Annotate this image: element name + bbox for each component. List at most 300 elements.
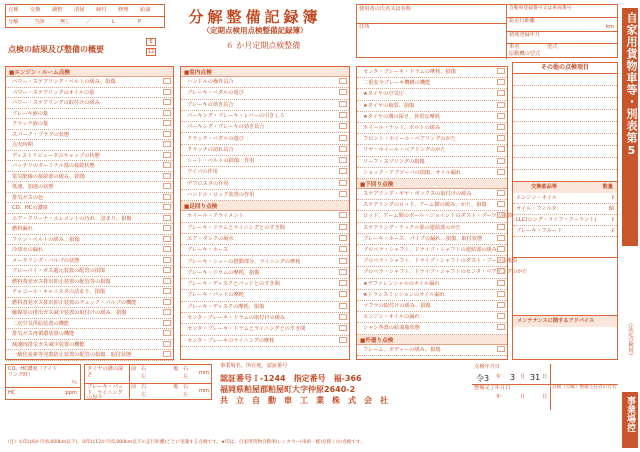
checklist-item-label: ロッド、アーム類のボール・ジョイントのダスト・ブーツの亀裂 [363, 213, 513, 220]
check-mark-box[interactable] [339, 246, 347, 252]
checklist-row [357, 189, 507, 200]
cert-number: 認証番号Ｉ-1244 指定番号 福-366 [220, 374, 362, 383]
checklist-row [181, 234, 349, 245]
checklist-item-label: リヤ・ホイール・ベアリングのがた [363, 147, 446, 154]
section-header [357, 179, 507, 189]
section-header [181, 67, 349, 77]
checklist-row [357, 168, 507, 179]
checklist-row [357, 101, 507, 112]
section-label: ■室内点検 [184, 70, 212, 76]
checklist-item-label: ブレーキ・パッドの摩耗 [187, 292, 244, 299]
reg-number-label: 自動車登録番号又は車両番号 [509, 6, 572, 11]
parts-row [513, 226, 617, 237]
checklist-row [181, 134, 349, 145]
checklist-item-label: 燃料漏れ [12, 226, 33, 232]
writing-line[interactable] [513, 133, 617, 134]
checklist-item-label: ★タイヤの亀裂、損傷 [363, 102, 415, 109]
check-mark-box[interactable] [163, 120, 171, 126]
checklist-item-label: CO、HCの濃度 [12, 205, 48, 211]
checklist-row [357, 78, 507, 89]
advice-heading: メンテナンスに関するアドバイス [517, 318, 595, 324]
side-label: 右 [141, 366, 147, 372]
check-mark-box[interactable] [497, 169, 505, 175]
checklist-row [6, 266, 173, 277]
checklist-item-label: 燃料蒸発ガス排出抑止装置のチェック・バルブの機能 [12, 299, 137, 306]
check-mark-box[interactable] [339, 168, 347, 174]
checklist-item-label: センタ・ブレーキ・ドラムとライニングとのすき間 [187, 326, 306, 333]
vehicle-name-label: 車名 [509, 44, 520, 50]
check-mark-box[interactable] [339, 303, 347, 309]
check-mark-box[interactable] [163, 246, 171, 252]
checklist-row [357, 223, 507, 234]
business-label: 事業場名、所在地、認証番号 [220, 363, 288, 369]
writing-line[interactable] [513, 85, 617, 86]
other-items-heading: その他の点検項目 [540, 64, 589, 71]
checklist-item-label: ステアリング・ナックル部の連結部のがた [363, 224, 461, 231]
section-label: ■外廻り点検 [360, 337, 394, 344]
checklist-row [181, 279, 349, 290]
writing-line[interactable] [513, 121, 617, 122]
check-mark-box[interactable] [339, 269, 347, 275]
sidebar-title: 自家用貨物車等・別表第5 [625, 12, 638, 158]
checklist-row [181, 156, 349, 167]
checklist-row [181, 211, 349, 222]
checklist-item-label: ホイール・アライメント [187, 213, 244, 220]
day-char-2: 日 [542, 394, 548, 400]
checklist-row [6, 140, 173, 151]
mileage-label: 総走行距離 [509, 18, 535, 24]
checklist-row [181, 190, 349, 201]
parts-row [513, 215, 617, 226]
checklist-row [6, 214, 173, 225]
legend-symbol: 当該 [34, 19, 45, 25]
checklist-row [357, 256, 518, 267]
check-mark-box[interactable] [339, 280, 347, 286]
side-label: 左 [183, 374, 189, 380]
checklist-row [357, 234, 507, 245]
page-subtitle: （定期点検用点検整備記録簿） [202, 26, 308, 35]
check-mark-box[interactable] [497, 113, 505, 119]
checklist-row [357, 145, 507, 156]
business-address: 福岡県粕屋郡粕屋町大字仲原2640-2 [220, 385, 356, 394]
check-mark-box[interactable] [163, 173, 171, 179]
legend-header: 交換 [30, 7, 41, 13]
check-mark-box[interactable] [339, 78, 347, 84]
checklist-item-label: ホイール・ナット、ボルトの緩み [363, 125, 441, 131]
check-mark-box[interactable] [497, 324, 505, 330]
checklist-item-label: パワー・ステアリングの取付けの緩み [12, 100, 100, 106]
section-label: ■足回り点検 [184, 204, 218, 211]
checklist-item-label: スパーク・プラグの状態 [12, 131, 70, 138]
checklist-item-label: ブレーキ・ペダルの遊び [187, 90, 244, 97]
position-label: 前 [131, 384, 137, 390]
checklist-row [6, 98, 173, 109]
checklist-item-label: 二重安全ブレーキ機構の機能 [363, 80, 431, 87]
checklist-item-label: エア・タンクの凝水 [187, 235, 234, 242]
checklist-row [6, 193, 173, 204]
checklist-item-label: 排気ガスの色 [12, 194, 44, 201]
section-header [357, 335, 507, 345]
engine-room-section-header: ■エンジン・ルーム点検 [6, 67, 173, 77]
checklist-row [357, 67, 507, 78]
tire-depth-label: タイヤの溝の深さ [87, 366, 124, 378]
checklist-row [181, 111, 349, 122]
checklist-row [6, 109, 173, 120]
writing-line[interactable] [513, 157, 617, 158]
checklist-item-label: センタ・ブレーキ・ドラムの摩耗、損傷 [363, 69, 456, 75]
check-mark-box[interactable] [497, 235, 505, 241]
mileage-unit: km [605, 24, 614, 30]
quantity-heading: 数量 [602, 184, 613, 190]
checklist-row [357, 123, 507, 134]
checklist-row [181, 257, 349, 268]
check-mark-box[interactable] [339, 180, 347, 186]
check-mark-box[interactable] [163, 225, 171, 231]
check-mark-box[interactable] [163, 204, 171, 210]
legend-table [5, 4, 165, 28]
check-mark-box[interactable] [339, 212, 347, 218]
check-mark-box[interactable] [497, 190, 505, 196]
checklist-item-label: エンジン・オイルの漏れ [363, 314, 420, 321]
checklist-item-label: 触媒等の排出ガス減少装置の取付けの緩み、損傷 [12, 310, 127, 316]
checklist-item-label: パワー・ステアリングのオイルの量 [12, 89, 95, 96]
checklist-item-label: ブレーキ・ドラムとライニングとのすき間 [187, 224, 285, 231]
check-mark-box[interactable] [339, 325, 347, 331]
legend-header: 修理 [118, 7, 129, 13]
interval-box-6[interactable]: 6 [146, 38, 156, 46]
check-mark-box[interactable] [163, 267, 171, 273]
check-mark-box[interactable] [497, 302, 505, 308]
part-unit: 個 [608, 206, 614, 212]
check-mark-box[interactable] [497, 212, 505, 218]
checklist-item-label: クラッチ液の量 [12, 121, 49, 127]
check-mark-box[interactable] [339, 112, 347, 118]
check-mark-box[interactable] [163, 320, 171, 326]
check-mark-box[interactable] [497, 146, 505, 152]
check-mark-box[interactable] [497, 291, 505, 297]
checklist-row [181, 324, 349, 335]
part-name: オイル・フィルタ [516, 206, 557, 212]
checklist-row [357, 200, 507, 211]
checklist-row [6, 235, 173, 246]
chassis-column [356, 66, 528, 360]
checklist-item-label: 冷却水の漏れ [12, 247, 44, 253]
check-mark-box[interactable] [163, 162, 171, 168]
checklist-row [6, 130, 173, 141]
side-label: 右 [183, 366, 189, 372]
check-mark-box[interactable] [497, 135, 505, 141]
checklist-item-label: ファン・ベルトの緩み、損傷 [12, 236, 80, 243]
checklist-row [357, 112, 507, 123]
side-label: 右 [141, 384, 147, 390]
checklist-item-label: ブレーキ・ホース、パイプの漏れ、損傷、取付状態 [363, 235, 483, 242]
checklist-item-label: メータリング・バルブの状態 [12, 257, 80, 264]
checklist-item-label: シート・ベルトの損傷、作用 [187, 158, 255, 165]
checklist-row [357, 312, 507, 323]
checklist-row [6, 161, 173, 172]
interval-box-12[interactable]: 12 [147, 49, 155, 55]
check-mark-box[interactable] [163, 141, 171, 147]
position-label: 後 [173, 384, 179, 390]
co-unit: ％ [71, 380, 77, 386]
check-mark-box[interactable] [339, 191, 347, 197]
checklist-row [181, 268, 349, 279]
checklist-row [357, 345, 507, 356]
parts-row [513, 193, 617, 204]
check-mark-box[interactable] [163, 236, 171, 242]
parts-row [513, 204, 617, 215]
checklist-item-label: ステアリング・ギヤ・ボックスの取付けの緩み [363, 191, 472, 197]
checklist-row [6, 319, 173, 330]
inspection-era: 令3 [476, 374, 490, 383]
checklist-item-label: 電気配線の接続部の緩み、損傷 [12, 173, 85, 180]
checklist-row [357, 211, 513, 222]
engine-room-column [5, 66, 174, 360]
inspection-plan: ６ か月定期点検整備 [225, 41, 301, 50]
checklist-row [181, 167, 349, 178]
check-mark-box[interactable] [163, 89, 171, 95]
checklist-item-label: 低速、加速の状態 [12, 184, 54, 190]
check-mark-box[interactable] [163, 78, 171, 84]
check-mark-box[interactable] [163, 309, 171, 315]
month-char-1: 月 [520, 374, 526, 380]
checklist-row [181, 223, 349, 234]
check-mark-box[interactable] [163, 152, 171, 158]
legend-header: 点検 [8, 7, 19, 13]
check-mark-box[interactable] [163, 341, 171, 347]
legend-symbol: P [138, 19, 142, 25]
checklist-row [357, 301, 507, 312]
other-items-column [512, 62, 618, 360]
checklist-row [181, 145, 349, 156]
check-mark-box[interactable] [497, 224, 505, 230]
check-mark-box[interactable] [163, 215, 171, 221]
checklist-row [6, 277, 173, 288]
inspector-label: 点検（分解）整備主任者の氏名 [552, 385, 617, 390]
checklist-row [181, 77, 349, 88]
check-mark-box[interactable] [497, 102, 505, 108]
check-mark-box[interactable] [497, 124, 505, 130]
check-mark-box[interactable] [497, 246, 505, 252]
check-mark-box[interactable] [497, 201, 505, 207]
checklist-item-label: センタ・ブレーキ・ドラムの取付けの緩み [187, 315, 286, 321]
check-mark-box[interactable] [497, 79, 505, 85]
check-mark-box[interactable] [339, 235, 347, 241]
checklist-item-label: センタ・ブレーキのライニングの摩耗 [187, 337, 275, 344]
checklist-item-label: ブレーキ・ホース [187, 247, 229, 254]
check-mark-box[interactable] [163, 131, 171, 137]
checklist-row [6, 151, 173, 162]
check-mark-box[interactable] [163, 330, 171, 336]
checklist-item-label: デフロスタの作用 [187, 180, 229, 187]
checklist-row [181, 336, 349, 347]
checklist-row [357, 279, 507, 290]
checklist-item-label: ★デファレンシャルのオイル漏れ [363, 280, 440, 287]
checklist-item-label: バッテリのターミナル部の接続状態 [12, 163, 95, 169]
checklist-row [181, 179, 349, 190]
inspection-date-label: 点検年月日 [474, 364, 500, 370]
writing-line[interactable] [513, 97, 617, 98]
legend-symbol: 無し [60, 19, 71, 25]
check-mark-box[interactable] [339, 337, 347, 343]
checklist-item-label: 排気ガス再循環装置の機能 [12, 331, 75, 337]
check-mark-box[interactable] [497, 158, 505, 164]
checklist-row [6, 256, 173, 267]
check-mark-box[interactable] [163, 99, 171, 105]
checklist-item-label: ブレーキ・ドラムの摩耗、損傷 [187, 269, 260, 276]
part-unit: ℓ [611, 228, 614, 234]
year-char-2: 年 [496, 394, 502, 400]
writing-line[interactable] [513, 169, 617, 170]
footnote: （注）①印は6か月(6,000km以下)、②印は12か月(5,000km以下の走行距離)ごとに実施する点検です。★印は、自家用貨物自動車(レンタカー(車両・軽)を除く)の点検です。 [5, 440, 365, 445]
checklist-row [6, 308, 173, 319]
check-mark-box[interactable] [163, 299, 171, 305]
section-header [181, 201, 349, 211]
writing-line[interactable] [513, 145, 617, 146]
writing-line[interactable] [513, 109, 617, 110]
part-name: ブレーキ・フルード [516, 228, 563, 234]
check-mark-box[interactable] [163, 110, 171, 116]
check-mark-box[interactable] [163, 351, 171, 357]
checklist-row [6, 172, 173, 183]
check-mark-box[interactable] [163, 278, 171, 284]
checklist-row [6, 88, 173, 99]
checklist-row [6, 77, 173, 88]
checklist-item-label: リーフ・スプリングの損傷 [363, 158, 425, 165]
sidebar-bottom: 事業場控 [625, 396, 635, 432]
check-mark-box[interactable] [163, 194, 171, 200]
check-mark-box[interactable] [497, 68, 505, 74]
legend-header: 調整 [52, 7, 63, 13]
checklist-item-label: ハンドルの操作具合 [187, 79, 234, 85]
checklist-row [357, 157, 507, 168]
legend-header: 締付 [96, 7, 107, 13]
checklist-row [357, 290, 507, 301]
interior-underbody-column [180, 66, 350, 360]
check-mark-box[interactable] [339, 89, 347, 95]
checklist-item-label: ブローバイ・ガス還元装置の配管の損傷 [12, 268, 106, 274]
check-mark-box[interactable] [339, 224, 347, 230]
side-label: 左 [183, 392, 189, 398]
position-label: 前 [131, 366, 137, 372]
co-label: CO、HC濃度（アイドリング時） [8, 366, 58, 378]
checklist-item-label: 二次空気供給装置の機能 [12, 320, 70, 327]
legend-symbol: L [112, 19, 115, 25]
legend-header: 清掃 [74, 7, 85, 13]
checklist-item-label: ショック・アブソーバの損傷、オイル漏れ [363, 169, 461, 176]
checklist-item-label: クラッチの切れ具合 [187, 146, 234, 153]
page-title: 分解整備記録簿 [188, 8, 322, 26]
hc-label: HC [8, 390, 16, 396]
check-mark-box[interactable] [339, 135, 347, 141]
check-mark-box[interactable] [339, 291, 347, 297]
checklist-row [181, 100, 349, 111]
side-label: 左 [141, 374, 147, 380]
checklist-item-label: ステアリングのロッド、アーム類の緩み、がた、損傷 [363, 202, 487, 209]
check-mark-box[interactable] [339, 314, 347, 320]
first-reg-label: 初度登録年月 [509, 32, 541, 38]
checklist-item-label: ディストリビュータのキャップの状態 [12, 152, 100, 159]
checklist-item-label: パワー・ステアリング・ベルトの緩み、損傷 [12, 79, 116, 85]
check-mark-box[interactable] [497, 90, 505, 96]
check-mark-box[interactable] [339, 157, 347, 163]
checklist-row [181, 313, 349, 324]
measurement-box [84, 364, 212, 400]
checklist-item-label: プロペラ・シャフト、ドライブ・シャフトのダスト・ブーツの亀裂 [363, 258, 518, 265]
day-char-1: 日 [542, 374, 548, 380]
month-char-2: 月 [520, 394, 526, 400]
checklist-item-label: エア・クリーナ・エレメントの汚れ、詰まり、損傷 [12, 215, 132, 222]
owner-name-label: 使用者の氏名又は名称 [359, 6, 411, 12]
checklist-row [6, 287, 173, 298]
check-mark-box[interactable] [339, 258, 347, 264]
checklist-item-label: クラッチ・ペダルの遊び [187, 135, 244, 142]
unit-label: mm [198, 388, 209, 394]
check-mark-box[interactable] [163, 183, 171, 189]
checklist-row [6, 350, 173, 361]
check-mark-box[interactable] [339, 146, 347, 152]
checklist-item-label: ブレーキ・シューの摺動部分、ライニングの摩耗 [187, 258, 301, 265]
part-name: LLC(ロング・ライフ・クーラント) [516, 217, 597, 223]
vehicle-type-label: 型式 [547, 44, 558, 50]
owner-address-label: 住所 [359, 24, 370, 30]
business-box [216, 364, 470, 414]
check-mark-box[interactable] [339, 123, 347, 129]
checklist-item-label: パーキング・ブレーキの効き具合 [187, 124, 265, 131]
section-label: ■下回り点検 [360, 182, 394, 188]
checklist-item-label: ★タイヤの空気圧 [363, 91, 404, 98]
check-mark-box[interactable] [497, 257, 505, 263]
sidebar-note: （法定点検用） [627, 320, 633, 359]
checklist-item-label: プロペラ・シャフト、ドライブ・シャフトのセンタ・ベアリングのがた [363, 269, 528, 276]
results-heading: 点検の結果及び整備の概要 [8, 45, 104, 54]
legend-header: 給油 [140, 7, 151, 13]
checklist-item-label: ハンドル・ロック装置の作用 [187, 192, 255, 198]
checklist-item-label: 一酸化炭素等発散防止装置の配管の損傷、取付状態 [12, 352, 132, 358]
checklist-item-label: 燃料蒸発ガス排出抑止装置の配管等の損傷 [12, 278, 111, 285]
checklist-item-label: 点火時期 [12, 142, 33, 148]
check-mark-box[interactable] [497, 313, 505, 319]
unit-label: mm [198, 370, 209, 376]
checklist-item-label: チャコール・キャニスタの詰まり、損傷 [12, 289, 106, 295]
checklist-item-label: ブレーキ・ディスクの摩耗、損傷 [187, 303, 265, 310]
checklist-item-label: ブレーキ液の量 [12, 110, 49, 117]
checklist-row [6, 298, 173, 309]
checklist-row [357, 245, 507, 256]
check-mark-box[interactable] [163, 257, 171, 263]
checklist-item-label: ★タイヤの溝の深さ、異常な摩耗 [363, 113, 440, 120]
checklist-row [357, 89, 507, 100]
side-label: 右 [183, 384, 189, 390]
checklist-row [6, 245, 173, 256]
checklist-row [6, 340, 173, 351]
check-mark-box[interactable] [497, 346, 505, 352]
checklist-row [181, 122, 349, 133]
check-mark-box[interactable] [497, 280, 505, 286]
checklist-item-label: ★トランスミッションのオイル漏れ [363, 291, 445, 298]
parts-heading: 交換部品等 [531, 184, 557, 190]
checklist-item-label: パーキング・ブレーキ・レバーの引きしろ [187, 112, 285, 119]
inspection-day: 31 [530, 373, 541, 382]
checklist-item-label: ブレーキの効き具合 [187, 101, 234, 108]
checklist-row [357, 323, 507, 334]
checklist-row [6, 119, 173, 130]
checklist-row [6, 182, 173, 193]
check-mark-box[interactable] [497, 268, 505, 274]
check-mark-box[interactable] [163, 288, 171, 294]
check-mark-box[interactable] [339, 101, 347, 107]
checklist-item-label: ブレーキ・ディスクとパッドとのすき間 [187, 281, 280, 288]
